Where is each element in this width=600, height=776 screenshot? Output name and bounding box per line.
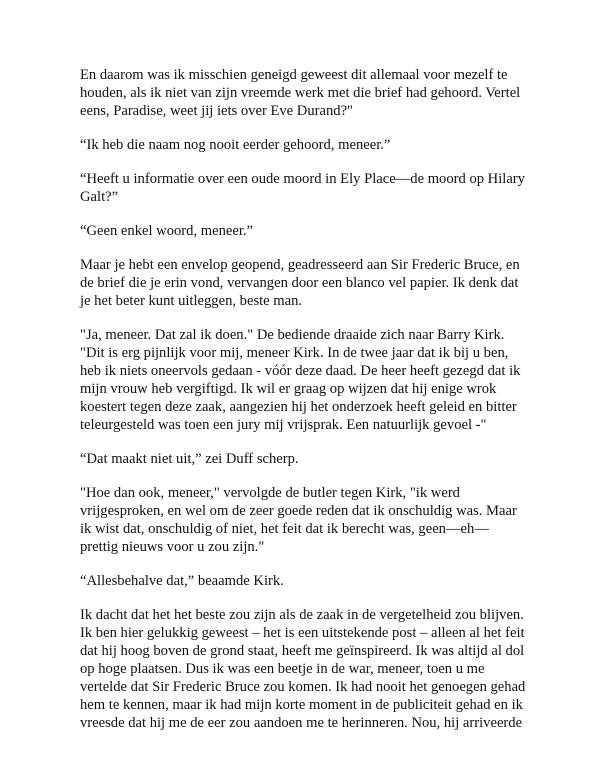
- paragraph-2: “Ik heb die naam nog nooit eerder gehoord, meneer.”: [80, 137, 391, 153]
- paragraph-10: Ik dacht dat het het beste zou zijn als de zaak in de vergetelheid zou blijven. Ik ben hier gelukkig geweest – het is een uitstekende post – alleen al het feit dat hij hoog boven de grond staat, heeft me geïnspireerd. Ik was altijd al dol op hoge plaatsen. Dus ik was een beetje in de war, meneer, toen u me vertelde dat Sir Frederic Bruce zou komen. Ik had nooit het genoegen gehad hem te kennen, maar ik had mijn korte moment in de publiciteit gehad en ik vreesde dat hij me de eer zou aandoen me te herinneren. Nou, hij arriveerde: [80, 607, 526, 731]
- paragraph-6: "Ja, meneer. Dat zal ik doen." De bediende draaide zich naar Barry Kirk. "Dit is erg pijnlijk voor mij, meneer Kirk. In de twee jaar dat ik bij u ben, heb ik niets oneervols gedaan - vóór deze daad. De heer heeft gezegd dat ik mijn vrouw heb vergiftigd. Ik wil er graag op wijzen dat hij enige wrok koestert tegen deze zaak, aangezien hij het onderzoek heeft geleid en bitter teleurgesteld was toen een jury mij vrijsprak. Een natuurlijk gevoel -": [80, 327, 521, 433]
- paragraph-8: "Hoe dan ook, meneer," vervolgde de butler tegen Kirk, "ik werd vrijgesproken, en wel om de zeer goede reden dat ik onschuldig was. Maar ik wist dat, onschuldig of niet, het feit dat ik berecht was, geen—eh—prettig nieuws voor u zou zijn.": [80, 485, 517, 555]
- paragraph-5: Maar je hebt een envelop geopend, geadresseerd aan Sir Frederic Bruce, en de brief die je erin vond, vervangen door een blanco vel papier. Ik denk dat je het beter kunt uitleggen, beste man.: [80, 257, 520, 309]
- paragraph-3: “Heeft u informatie over een oude moord in Ely Place—de moord op Hilary Galt?”: [80, 171, 525, 205]
- paragraph-4: “Geen enkel woord, meneer.”: [80, 223, 254, 239]
- paragraph-7: “Dat maakt niet uit,” zei Duff scherp.: [80, 451, 299, 467]
- paragraph-9: “Allesbehalve dat,” beaamde Kirk.: [80, 573, 284, 589]
- body-text: [80, 66, 526, 748]
- paragraph-1: En daarom was ik misschien geneigd geweest dit allemaal voor mezelf te houden, als ik niet van zijn vreemde werk met die brief had gehoord. Vertel eens, Paradise, weet jij iets over Eve Durand?": [80, 67, 521, 119]
